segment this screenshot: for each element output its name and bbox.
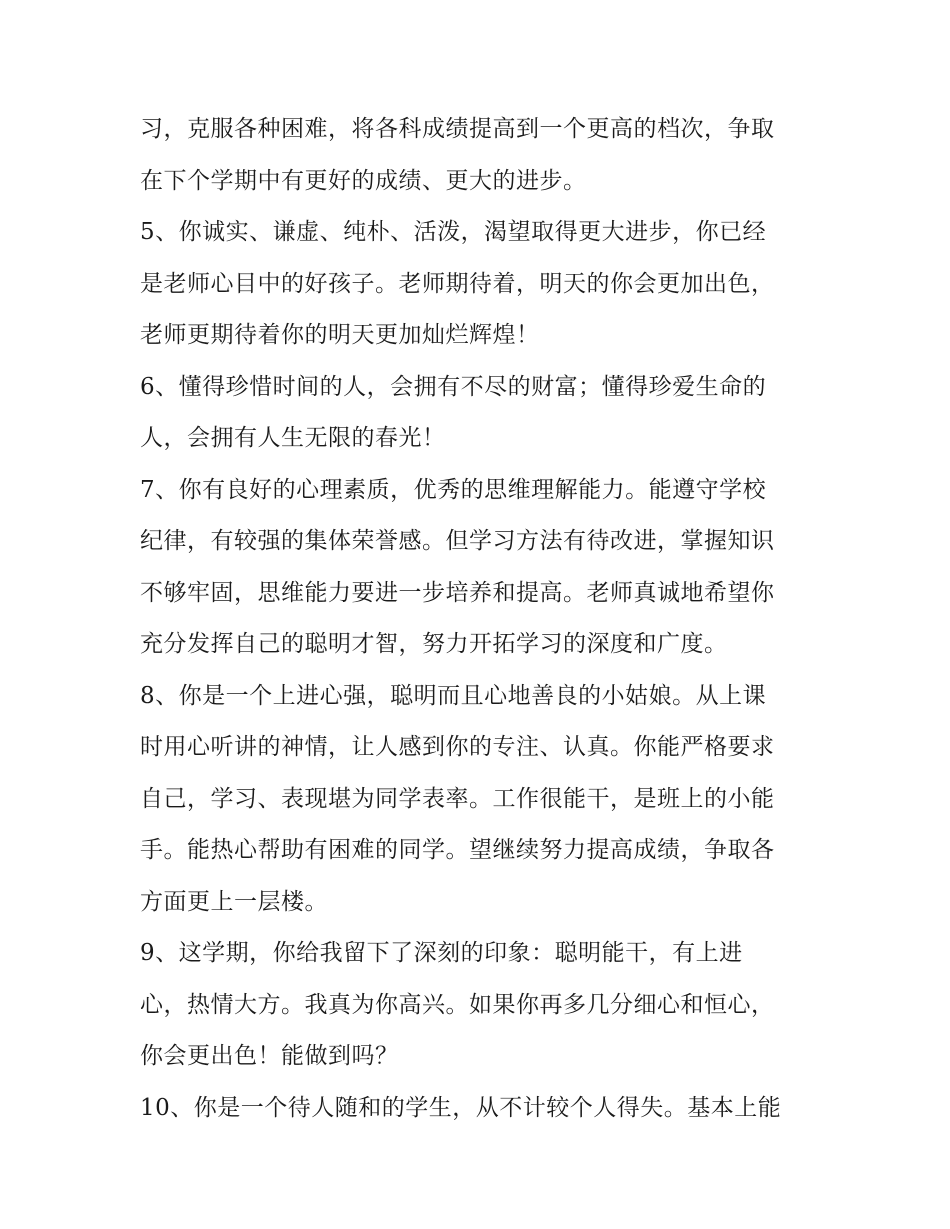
text-line: 10、你是一个待人随和的学生，从不计较个人得失。基本上能 — [140, 1094, 782, 1121]
text-line: 自己，学习、表现堪为同学表率。工作很能干，是班上的小能 — [140, 785, 775, 812]
text-line: 不够牢固，思维能力要进一步培养和提高。老师真诚地希望你 — [140, 579, 775, 606]
text-line: 老师更期待着你的明天更加灿烂辉煌！ — [140, 322, 540, 348]
text-line: 习，克服各种困难，将各科成绩提高到一个更高的档次，争取 — [140, 116, 775, 142]
text-line: 心，热情大方。我真为你高兴。如果你再多几分细心和恒心， — [140, 991, 775, 1018]
text-line: 时用心听讲的神情，让人感到你的专注、认真。你能严格要求 — [140, 734, 775, 760]
text-line: 6、懂得珍惜时间的人，会拥有不尽的财富；懂得珍爱生命的 — [140, 373, 767, 400]
text-line: 5、你诚实、谦虚、纯朴、活泼，渴望取得更大进步，你已经 — [140, 219, 767, 245]
text-line: 7、你有良好的心理素质，优秀的思维理解能力。能遵守学校 — [140, 476, 767, 503]
text-line: 人，会拥有人生无限的春光！ — [140, 425, 446, 451]
text-line: 方面更上一层楼。 — [140, 888, 328, 915]
text-line: 充分发挥自己的聪明才智，努力开拓学习的深度和广度。 — [140, 631, 728, 657]
text-line: 你会更出色！能做到吗？ — [140, 1043, 399, 1069]
text-line: 是老师心目中的好孩子。老师期待着，明天的你会更加出色， — [140, 270, 775, 297]
text-line: 9、这学期，你给我留下了深刻的印象：聪明能干，有上进 — [140, 940, 743, 966]
text-line: 手。能热心帮助有困难的同学。望继续努力提高成绩，争取各 — [140, 837, 775, 863]
text-line: 纪律，有较强的集体荣誉感。但学习方法有待改进，掌握知识 — [140, 528, 775, 554]
document-body — [140, 104, 820, 1134]
text-line: 在下个学期中有更好的成绩、更大的进步。 — [140, 167, 587, 194]
text-line: 8、你是一个上进心强，聪明而且心地善良的小姑娘。从上课 — [140, 682, 767, 709]
